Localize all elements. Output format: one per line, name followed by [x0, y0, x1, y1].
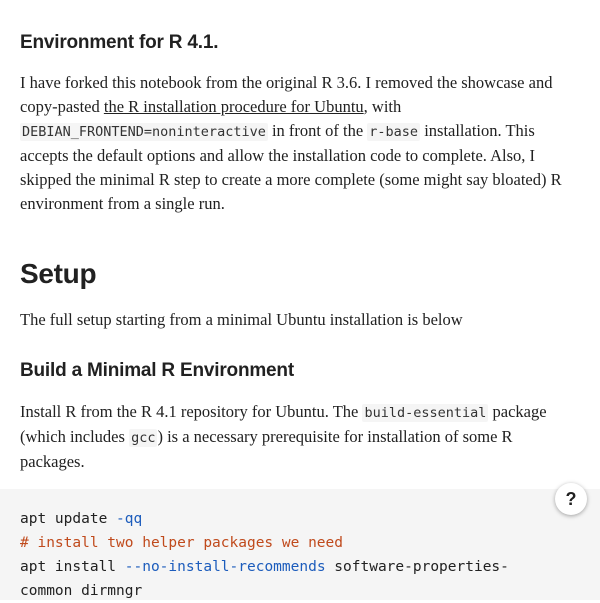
- text-span: package (which includes: [20, 402, 547, 446]
- inline-code-r-base: r-base: [369, 124, 419, 140]
- code-flag: -qq: [116, 511, 143, 527]
- question-icon: ?: [565, 488, 577, 509]
- code-comment: # install two helper packages we need: [20, 535, 344, 551]
- minimal-r-paragraph: [20, 400, 580, 474]
- inline-code-debian-frontend: DEBIAN_FRONTEND=noninteractive: [22, 124, 266, 140]
- text-span: , with: [363, 97, 402, 116]
- setup-intro-paragraph: The full setup starting from a minimal Ubuntu installation is below: [20, 310, 463, 329]
- inline-code-build-essential: build-essential: [364, 405, 487, 421]
- code-token: common dirmngr: [20, 583, 143, 599]
- code-token: apt install: [20, 559, 125, 575]
- text-span: I have forked this notebook from the original R 3.6. I removed the showcase and copy-pasted: [20, 73, 553, 116]
- text-span: Install R from the R 4.1 repository for Ubuntu. The: [20, 402, 363, 421]
- text-span: installation. This accepts the default options and allow the installation code to complete. Also, I skipped the minimal R step to create a more complete (some might say bloated) R environment from a single run.: [20, 121, 562, 213]
- code-token: apt update: [20, 511, 117, 527]
- section-heading-setup: Setup: [20, 258, 97, 289]
- section-heading-minimal-r: Build a Minimal R Environment: [20, 360, 294, 381]
- help-button[interactable]: [555, 483, 587, 515]
- r-installation-link[interactable]: the R installation procedure for Ubuntu: [103, 97, 364, 116]
- section-heading-environment: Environment for R 4.1.: [20, 32, 219, 53]
- inline-code-gcc: gcc: [131, 430, 156, 446]
- text-span: in front of the: [267, 121, 368, 140]
- environment-paragraph: [20, 71, 580, 216]
- code-source[interactable]: [20, 507, 509, 603]
- code-token: software-properties-: [325, 559, 509, 575]
- code-flag: --no-install-recommends: [124, 559, 326, 575]
- text-span: ) is a necessary prerequisite for installation of some R packages.: [20, 427, 513, 471]
- code-cell[interactable]: [0, 489, 600, 600]
